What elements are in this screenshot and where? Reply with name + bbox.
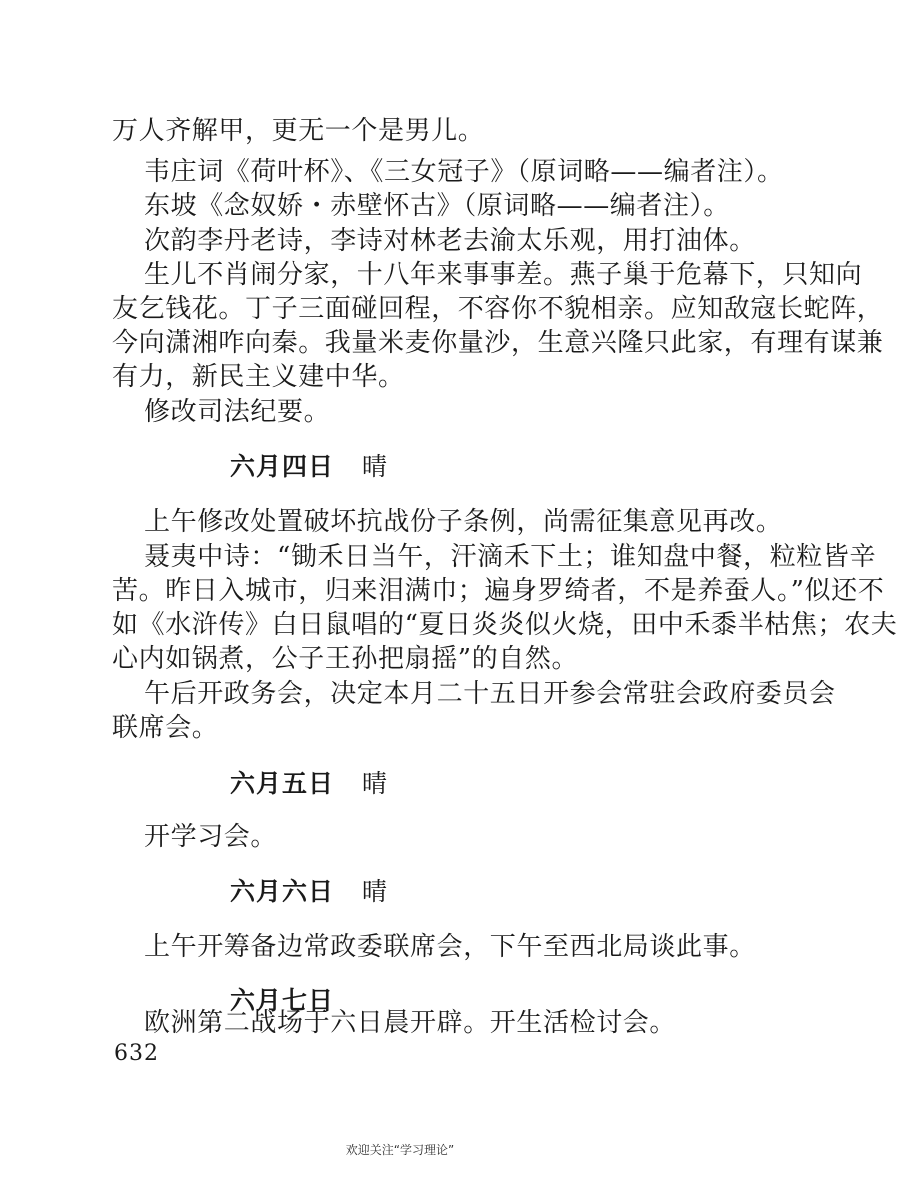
- text-line: 万人齐解甲，更无一个是男儿。: [112, 116, 485, 146]
- entry-weather: 晴: [362, 877, 389, 906]
- entry-date: 六月四日: [230, 452, 335, 481]
- text-line: 苦。昨日入城市，归来泪满巾；遍身罗绮者，不是养蚕人。”似还不: [112, 576, 885, 606]
- text-line: 欧洲第二战场于六日晨开辟。开生活检讨会。: [144, 1008, 677, 1038]
- text-line: 上午修改处置破坏抗战份子条例，尚需征集意见再改。: [144, 507, 783, 537]
- text-line: 次韵李丹老诗，李诗对林老去渝太乐观，用打油体。: [144, 226, 756, 256]
- text-line: 今向潇湘咋向秦。我量米麦你量沙，生意兴隆只此家，有理有谋兼: [112, 328, 884, 358]
- text-line: 聂夷中诗：“锄禾日当午，汗滴禾下土；谁知盘中餐，粒粒皆辛: [144, 542, 877, 572]
- text-line: 韦庄词《荷叶杯》、《三女冠子》（原词略——编者注）。: [144, 157, 784, 187]
- entry-heading: [230, 767, 388, 801]
- entry-date: 六月五日: [230, 769, 335, 798]
- entry-date: 六月六日: [230, 877, 335, 906]
- text-line: 如《水浒传》白日鼠唱的“夏日炎炎似火烧，田中禾黍半枯焦；农夫: [112, 610, 897, 640]
- text-line: 友乞钱花。丁子三面碰回程，不容你不貌相亲。应知敌寇长蛇阵，: [112, 294, 884, 324]
- text-line: 东坡《念奴娇・赤壁怀古》（原词略——编者注）。: [144, 191, 730, 221]
- entry-date: 六月七日: [230, 986, 335, 1015]
- text-line: 生儿不肖闹分家，十八年来事事差。燕子巢于危幕下，只知向: [144, 260, 863, 290]
- text-line: 上午开筹备边常政委联席会，下午至西北局谈此事。: [144, 932, 756, 962]
- footer-note: 欢迎关注“学习理论”: [345, 1143, 455, 1157]
- text-line: 午后开政务会，决定本月二十五日开参会常驻会政府委员会: [144, 679, 836, 709]
- text-line: 心内如锅煮，公子王孙把扇摇”的自然。: [112, 644, 579, 674]
- entry-weather: 晴: [362, 452, 389, 481]
- text-line: 修改司法纪要。: [144, 397, 331, 427]
- entry-weather: 晴: [362, 769, 389, 798]
- entry-heading: [230, 450, 388, 484]
- text-line: 开学习会。: [144, 822, 278, 852]
- entry-heading: [230, 875, 388, 909]
- page-number: 632: [114, 1041, 159, 1066]
- text-line: 联席会。: [112, 713, 219, 743]
- text-line: 有力，新民主义建中华。: [112, 362, 405, 392]
